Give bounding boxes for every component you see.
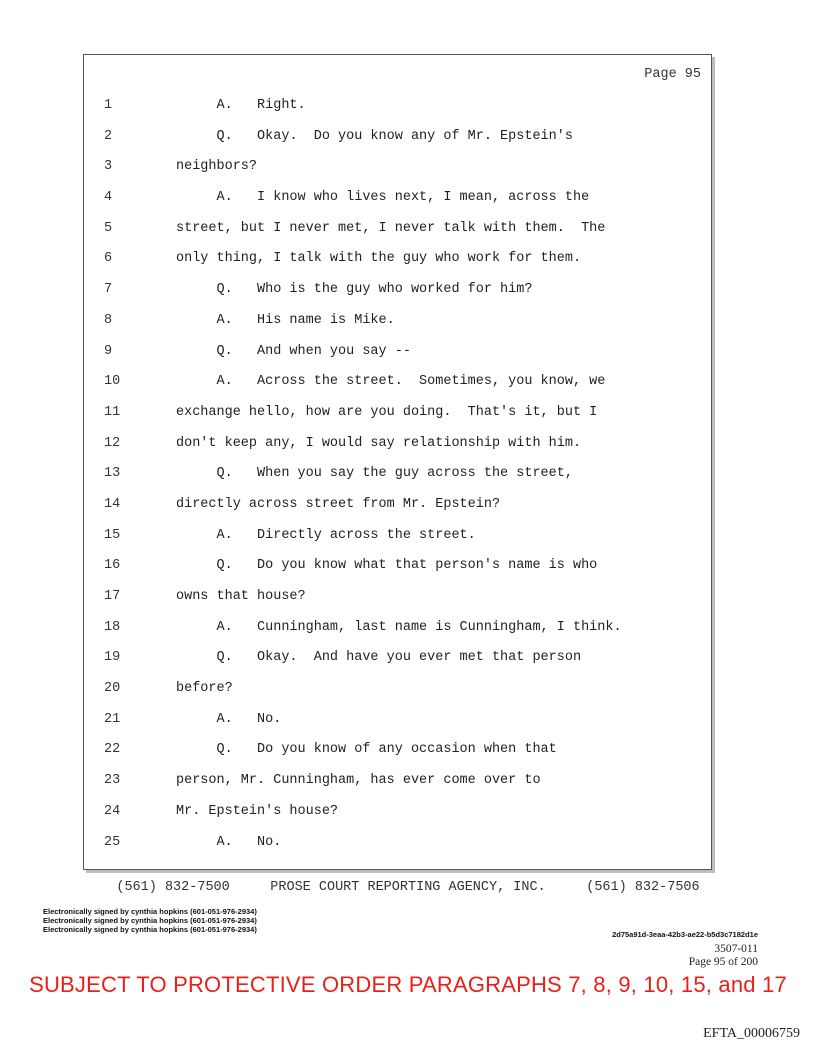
line-number: 15 xyxy=(104,527,121,543)
transcript-line xyxy=(84,122,711,153)
line-text: don't keep any, I would say relationship with him. xyxy=(176,435,582,451)
transcript-line xyxy=(84,244,711,275)
transcript-line xyxy=(84,551,711,582)
transcript-lines xyxy=(84,91,711,858)
line-text: A. Cunningham, last name is Cunningham, I think. xyxy=(176,619,622,635)
transcript-line xyxy=(84,337,711,368)
line-number: 12 xyxy=(104,435,121,451)
line-number: 24 xyxy=(104,803,121,819)
line-number: 20 xyxy=(104,681,121,697)
line-text: directly across street from Mr. Epstein? xyxy=(176,496,501,512)
line-number: 10 xyxy=(104,374,121,390)
line-text: Q. And when you say -- xyxy=(176,343,411,359)
line-number: 3 xyxy=(104,159,113,175)
doc-number: 3507-011 xyxy=(714,943,758,955)
transcript-line xyxy=(84,674,711,705)
transcript-line xyxy=(84,459,711,490)
line-number: 4 xyxy=(104,190,113,206)
line-number: 1 xyxy=(104,98,113,113)
line-text: A. Directly across the street. xyxy=(176,527,476,543)
transcript-line xyxy=(84,766,711,797)
line-number: 8 xyxy=(104,312,113,328)
line-number: 23 xyxy=(104,773,121,789)
line-text: exchange hello, how are you doing. That's it, but I xyxy=(176,404,598,420)
transcript-line xyxy=(84,152,711,183)
line-number: 21 xyxy=(104,711,121,727)
transcript-line xyxy=(84,797,711,828)
transcript-line xyxy=(84,828,711,859)
line-text: Q. Okay. And have you ever met that person xyxy=(176,650,582,666)
transcript-line xyxy=(84,275,711,306)
protective-order-notice: SUBJECT TO PROTECTIVE ORDER PARAGRAPHS 7, 8, 9, 10, 15, and 17 xyxy=(29,972,787,997)
line-text: Q. Okay. Do you know any of Mr. Epstein's xyxy=(176,128,573,144)
line-text: owns that house? xyxy=(176,589,306,604)
document-reference xyxy=(689,943,758,969)
line-text: A. I know who lives next, I mean, across the xyxy=(176,190,590,206)
line-number: 7 xyxy=(104,282,113,298)
line-text: A. No. xyxy=(176,711,282,727)
line-text: neighbors? xyxy=(176,159,258,175)
line-number: 17 xyxy=(104,589,121,604)
agency-footer: (561) 832-7500 PROSE COURT REPORTING AGENCY, INC. (561) 832-7506 xyxy=(116,880,700,895)
transcript-line xyxy=(84,306,711,337)
signature-line: Electronically signed by cynthia hopkins (601-051-976-2934) xyxy=(43,907,257,916)
transcript-line xyxy=(84,183,711,214)
line-number: 6 xyxy=(104,251,113,267)
transcript-line xyxy=(84,429,711,460)
line-number: 2 xyxy=(104,128,113,144)
line-text: A. Across the street. Sometimes, you know, we xyxy=(176,374,606,390)
transcript-line xyxy=(84,582,711,613)
transcript-line xyxy=(84,91,711,122)
line-text: before? xyxy=(176,681,233,697)
line-text: Q. Do you know of any occasion when that xyxy=(176,742,557,758)
transcript-line xyxy=(84,735,711,766)
transcript-line xyxy=(84,490,711,521)
line-number: 18 xyxy=(104,619,121,635)
efta-id: EFTA_00006759 xyxy=(703,1026,800,1041)
page-of-count: Page 95 of 200 xyxy=(688,956,758,968)
document-hash: 2d75a91d-3eaa-42b3-ae22-b5d3c7182d1e xyxy=(612,930,758,939)
line-text: Q. When you say the guy across the street, xyxy=(176,466,573,482)
line-number: 5 xyxy=(104,220,113,236)
transcript-line xyxy=(84,705,711,736)
page-label: Page 95 xyxy=(644,67,701,82)
transcript-line xyxy=(84,398,711,429)
signature-block xyxy=(43,907,257,934)
signature-line: Electronically signed by cynthia hopkins (601-051-976-2934) xyxy=(43,925,257,934)
line-text: A. Right. xyxy=(176,98,306,113)
line-number: 13 xyxy=(104,466,121,482)
line-number: 11 xyxy=(104,404,121,420)
transcript-line xyxy=(84,613,711,644)
transcript-line xyxy=(84,521,711,552)
transcript-line xyxy=(84,367,711,398)
line-number: 9 xyxy=(104,343,113,359)
line-text: A. No. xyxy=(176,834,282,850)
signature-line: Electronically signed by cynthia hopkins (601-051-976-2934) xyxy=(43,916,257,925)
line-text: street, but I never met, I never talk with them. The xyxy=(176,220,606,236)
line-text: A. His name is Mike. xyxy=(176,312,395,328)
transcript-page xyxy=(83,54,712,870)
line-text: Q. Who is the guy who worked for him? xyxy=(176,282,533,298)
line-text: only thing, I talk with the guy who work for them. xyxy=(176,251,582,267)
line-number: 22 xyxy=(104,742,121,758)
line-text: person, Mr. Cunningham, has ever come over to xyxy=(176,773,541,789)
line-number: 14 xyxy=(104,496,121,512)
line-text: Mr. Epstein's house? xyxy=(176,803,339,819)
line-number: 25 xyxy=(104,834,121,850)
transcript-line xyxy=(84,214,711,245)
line-text: Q. Do you know what that person's name is who xyxy=(176,558,598,574)
transcript-line xyxy=(84,643,711,674)
line-number: 16 xyxy=(104,558,121,574)
line-number: 19 xyxy=(104,650,121,666)
